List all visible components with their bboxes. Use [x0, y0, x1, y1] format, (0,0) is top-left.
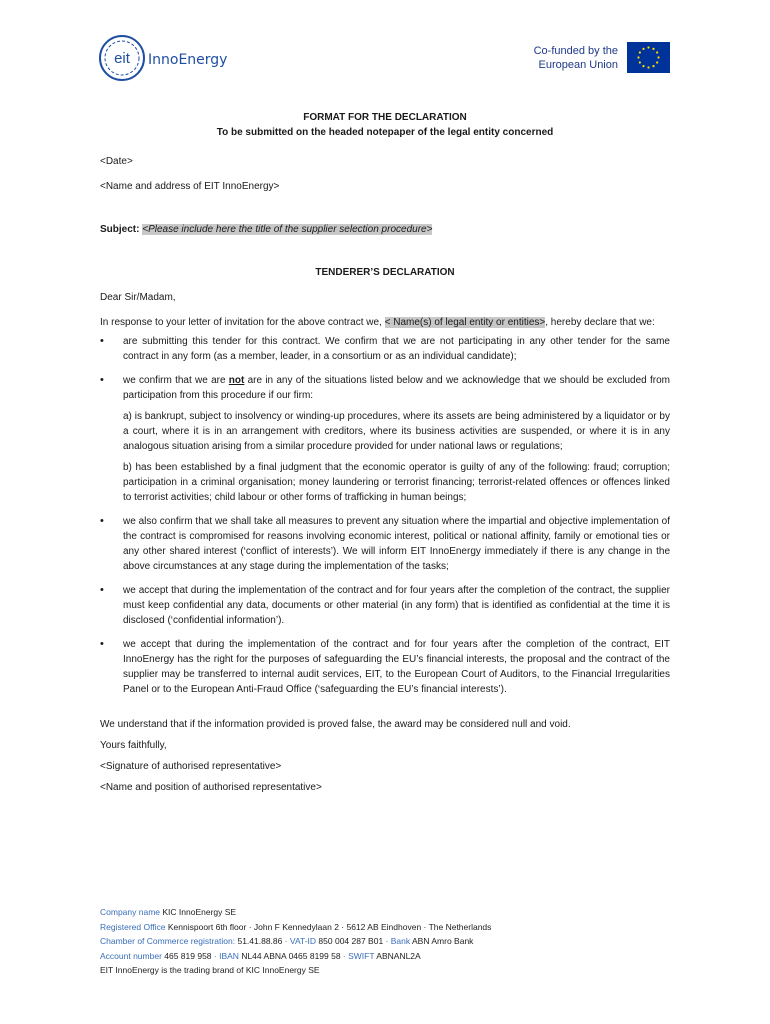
legal-entity-placeholder: < Name(s) of legal entity or entities>: [384, 317, 546, 328]
bullet-2-not: not: [228, 375, 245, 386]
page-footer: [100, 905, 670, 978]
bullet-2-pre: we confirm that we are: [123, 375, 229, 386]
declaration-list: [100, 334, 670, 697]
eu-flag-icon: [627, 42, 670, 73]
footer-company: [100, 905, 670, 920]
eu-star-icon: [657, 56, 659, 58]
footer-iban-label: · IBAN: [211, 950, 242, 961]
eu-star-icon: [647, 66, 649, 68]
date-placeholder: <Date>: [100, 156, 133, 167]
name-position-placeholder: <Name and position of authorised representative>: [100, 782, 322, 793]
list-item: [100, 583, 670, 628]
footer-chamber-label: Chamber of Commerce registration:: [100, 936, 238, 946]
footer-account: [100, 949, 670, 964]
bullet-4-text: we accept that during the implementation of the contract and for four years after the completion of the contract, the supplier must keep confidential any data, documents or other material (in any form) that is identified as confidential at the time it is disclosed (‘confidential information’).: [123, 585, 670, 626]
subject-label: Subject:: [100, 224, 143, 235]
footer-swift-label: · SWIFT: [340, 950, 377, 961]
doc-title: FORMAT FOR THE DECLARATION: [303, 112, 467, 123]
name-address-placeholder: <Name and address of EIT InnoEnergy>: [100, 181, 280, 192]
eu-star-icon: [642, 65, 644, 67]
footer-vat-label: · VAT-ID: [282, 936, 319, 946]
footer-account-value: 465 819 958: [164, 950, 212, 961]
eu-star-icon: [656, 51, 658, 53]
footer-bank-label: · Bank: [383, 936, 413, 946]
eu-star-icon: [652, 65, 654, 67]
footer-office-label: Registered Office: [100, 921, 168, 932]
eu-star-icon: [652, 48, 654, 50]
footer-bank-value: ABN Amro Bank: [412, 936, 474, 946]
footer-swift-value: ABNANL2A: [376, 950, 421, 961]
eit-innoenergy-logo: [96, 30, 256, 88]
eu-star-icon: [637, 56, 639, 58]
intro-pre: In response to your letter of invitation for the above contract we,: [100, 317, 385, 328]
eu-line-1: Co-funded by the: [533, 45, 618, 57]
eu-star-icon: [656, 61, 658, 63]
bullet-2-post: are in any of the situations listed below and we acknowledge that we should be excluded from participation from this procedure if our firm:: [123, 375, 671, 401]
doc-subtitle: To be submitted on the headed notepaper of the legal entity concerned: [216, 127, 554, 138]
subject-line: [100, 222, 670, 237]
bullet-5-text: we accept that during the implementation of the contract and for four years after the completion of the contract, EIT InnoEnergy has the right for the purposes of safeguarding the EU’s financial interests, the proposal and the contract of the supplier may be transferred to internal audit services, EIT, to the European Court of Auditors, to the Financial Irregularities Panel or to the European Anti-Fraud Office (‘safeguarding the EU’s financial interests’).: [123, 639, 670, 695]
footer-account-label: Account number: [100, 950, 165, 961]
bullet-1-text: are submitting this tender for this contract. We confirm that we are not participating in any other tender for the same contract in any form (as a member, leader, in a consortium or as an individual candidate);: [123, 336, 670, 362]
eu-star-icon: [639, 61, 641, 63]
list-item: [100, 637, 670, 697]
eu-star-icon: [639, 51, 641, 53]
page-header: [0, 0, 770, 100]
footer-company-value: KIC InnoEnergy SE: [162, 907, 237, 917]
footer-registration: [100, 934, 670, 949]
list-item: [100, 514, 670, 574]
understand-statement: We understand that if the information provided is proved false, the award may be considered null and void.: [100, 719, 571, 730]
footer-chamber-value: 51.41.88.86: [237, 936, 283, 946]
list-item: [100, 334, 670, 364]
tenderer-declaration-heading: TENDERER’S DECLARATION: [315, 267, 455, 278]
closing: Yours faithfully,: [100, 740, 167, 751]
bullet-3-text: we also confirm that we shall take all measures to prevent any situation where the impartial and objective implementation of the contract is compromised for reasons involving economic interest, political or national affinity, family or emotional ties or any other shared interest (‘conflict of interests’). We will inform EIT InnoEnergy immediately if there is any change in the above circumstances at any stage during the implementation of the tasks;: [123, 516, 670, 572]
footer-office-value: Kennispoort 6th floor · John F Kennedylaan 2 · 5612 AB Eindhoven · The Netherlands: [167, 921, 492, 932]
signature-placeholder: <Signature of authorised representative>: [100, 761, 282, 772]
footer-vat-value: 850 004 287 B01: [318, 936, 384, 946]
footer-iban-value: NL44 ABNA 0465 8199 58: [241, 950, 341, 961]
footer-company-label: Company name: [100, 907, 163, 917]
list-item: [100, 373, 670, 505]
intro-paragraph: [100, 315, 670, 330]
eu-star-icon: [647, 46, 649, 48]
subject-placeholder: <Please include here the title of the supplier selection procedure>: [142, 224, 433, 235]
bullet-2-sub-b: b) has been established by a final judgment that the economic operator is guilty of any of the following: fraud; corruption; participation in a criminal organisation; money laundering or terrorist financing; terrorist-related offences or offences linked to terrorist activities; child labour or other forms of trafficking in human beings;: [123, 462, 670, 503]
logo-innoenergy-text: InnoEnergy: [148, 52, 228, 68]
bullet-2-text: [123, 373, 670, 403]
intro-post: , hereby declare that we:: [545, 317, 655, 328]
footer-office: [100, 920, 670, 935]
salutation: Dear Sir/Madam,: [100, 292, 176, 303]
eu-line-2: European Union: [538, 59, 618, 71]
eu-star-icon: [642, 48, 644, 50]
declaration-body: [100, 110, 670, 795]
logo-eit-text: eit: [114, 50, 130, 67]
bullet-2-sub-a: a) is bankrupt, subject to insolvency or winding-up procedures, where its assets are being administered by a liquidator or by a court, where it is in an arrangement with creditors, where its business activities are suspended, or where it is in any analogous situation arising from a similar procedure provided for under national laws or regulations;: [123, 411, 670, 452]
footer-brand-line: EIT InnoEnergy is the trading brand of KIC InnoEnergy SE: [100, 965, 320, 975]
eu-cofunded-text: [534, 44, 618, 72]
